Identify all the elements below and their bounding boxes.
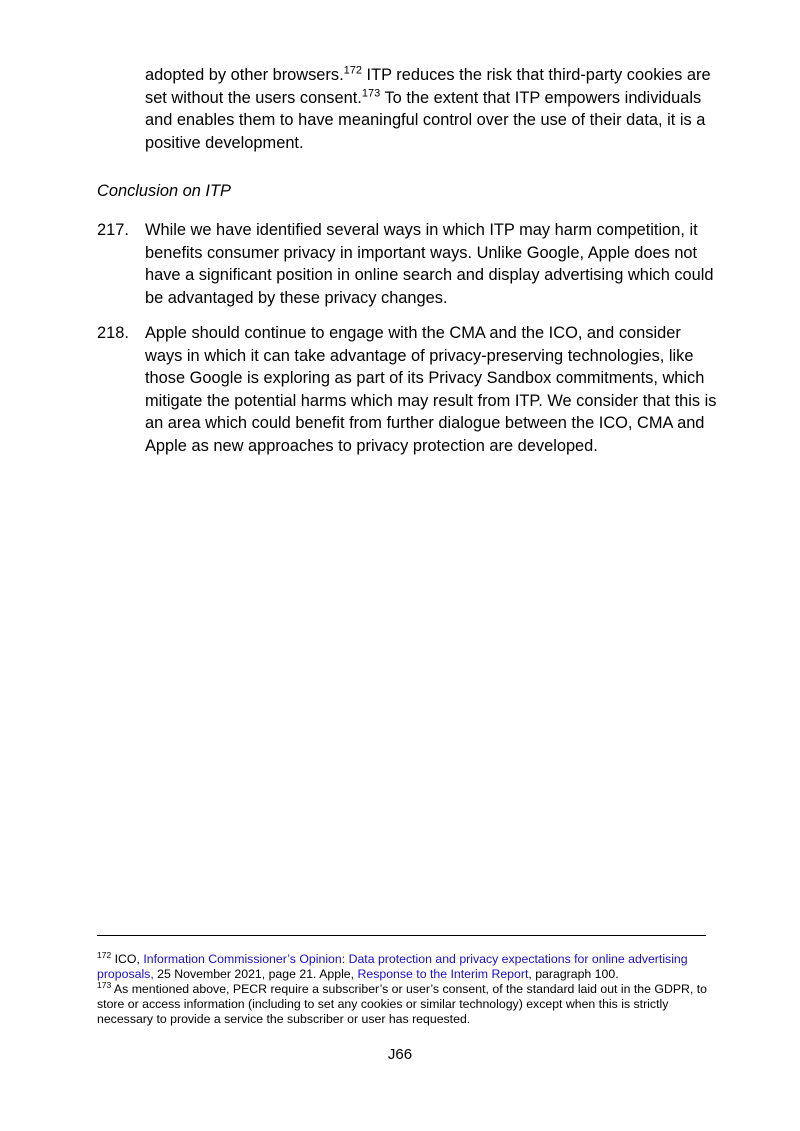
paragraph-number: 218. [97,324,129,342]
continuation-paragraph [145,64,715,154]
ico-opinion-link[interactable]: Information Commissioner’s Opinion: Data protection and privacy expectations for online advertising proposals, [97,952,688,981]
paragraph-number: 217. [97,221,129,239]
footnote-marker: 172 [97,949,112,960]
footnote-ref-172[interactable]: 172 [343,64,362,77]
page-number: J66 [387,1046,413,1063]
footnote-text: , paragraph 100. [528,967,619,981]
paragraph-text: Apple should continue to engage with the CMA and the ICO, and consider ways in which it can take advantage of privacy-preserving technologies, like those Google is exploring as part of its Privacy Sandbox commitments, which mitigate the potential harms which may result from ITP. We consider that this is an area which could benefit from further dialogue between the ICO, CMA and Apple as new approaches to privacy protection are developed. [145,324,717,455]
footnote-separator [97,935,706,936]
interim-report-response-link[interactable]: Response to the Interim Report [357,967,529,981]
numbered-paragraph-217 [97,219,717,309]
footnote-172 [97,949,709,982]
footnotes [97,949,709,1027]
footnote-text: 25 November 2021, page 21. Apple, [153,967,358,981]
footnote-text: ICO, [111,952,144,966]
paragraph-text: While we have identified several ways in which ITP may harm competition, it benefits consumer privacy in important ways. Unlike Google, Apple does not have a significant position in online search and display advertising which could be advantaged by these privacy changes. [145,221,714,307]
continuation-text-2: ITP reduces the risk that third-party cookies are set without the users consent. [145,66,711,107]
section-subheading: Conclusion on ITP [97,182,231,200]
footnote-173 [97,979,709,1027]
footnote-ref-173[interactable]: 173 [361,87,381,100]
numbered-paragraph-218 [97,322,717,458]
footnote-marker: 173 [97,979,112,990]
continuation-text-1: adopted by other browsers. [145,66,344,84]
continuation-text-3: To the extent that ITP empowers individuals and enables them to have meaningful control over the use of their data, it is a positive development. [145,88,706,152]
footnote-text: As mentioned above, PECR require a subscriber’s or user’s consent, of the standard laid out in the GDPR, to store or access information (including to set any cookies or similar technology) except when this is strictly necessary to provide a service the subscriber or user has requested. [97,982,707,1026]
